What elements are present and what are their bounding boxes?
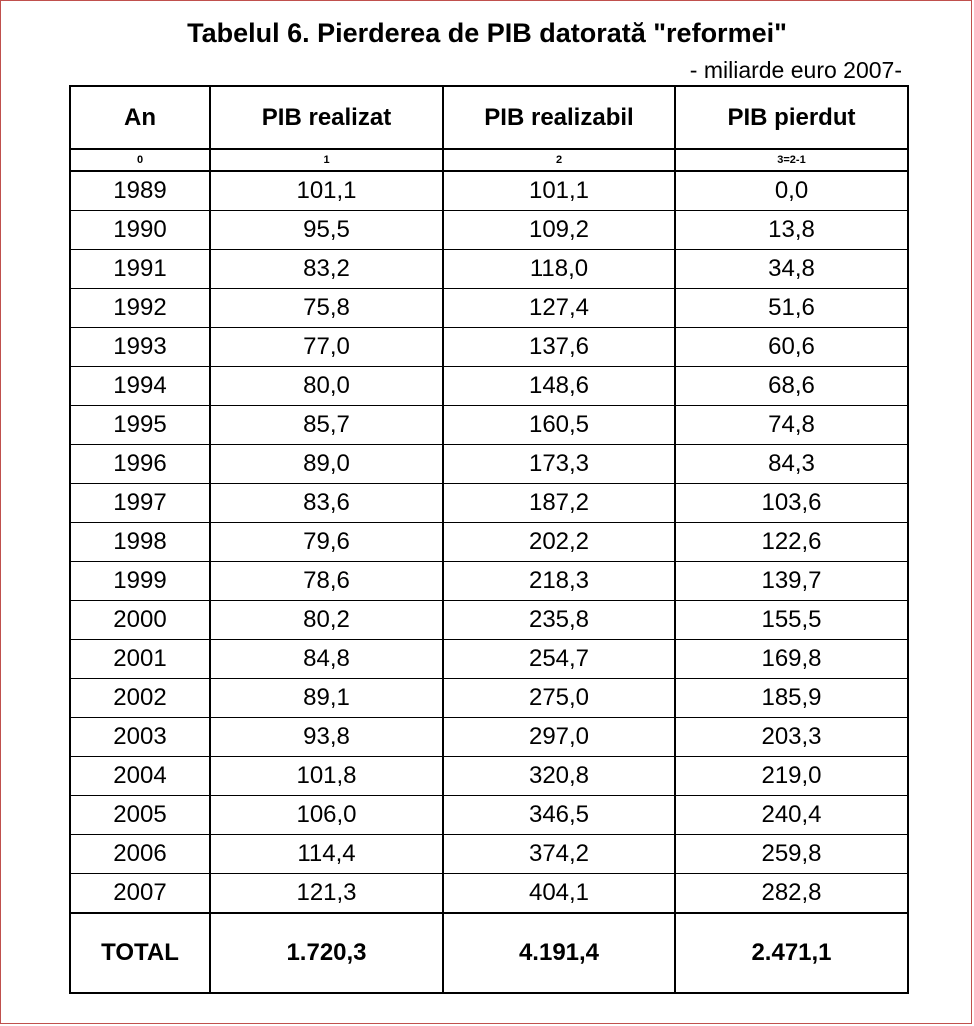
cell-gdp-realized: 78,6 xyxy=(210,562,443,601)
cell-gdp-realized: 84,8 xyxy=(210,640,443,679)
cell-year: 1995 xyxy=(70,406,210,445)
table-row xyxy=(70,289,908,328)
cell-gdp-realized: 83,6 xyxy=(210,484,443,523)
table-row xyxy=(70,328,908,367)
column-index: 3=2-1 xyxy=(675,149,908,171)
cell-gdp-lost: 13,8 xyxy=(675,211,908,250)
cell-gdp-realized: 79,6 xyxy=(210,523,443,562)
table-row xyxy=(70,874,908,914)
cell-gdp-lost: 185,9 xyxy=(675,679,908,718)
column-index-row xyxy=(70,149,908,171)
cell-gdp-lost: 34,8 xyxy=(675,250,908,289)
cell-gdp-lost: 282,8 xyxy=(675,874,908,914)
cell-gdp-lost: 219,0 xyxy=(675,757,908,796)
cell-gdp-achievable: 109,2 xyxy=(443,211,675,250)
cell-gdp-achievable: 218,3 xyxy=(443,562,675,601)
cell-gdp-realized: 80,0 xyxy=(210,367,443,406)
cell-gdp-achievable: 187,2 xyxy=(443,484,675,523)
cell-gdp-achievable: 118,0 xyxy=(443,250,675,289)
cell-year: 2001 xyxy=(70,640,210,679)
cell-year: 2002 xyxy=(70,679,210,718)
cell-gdp-realized: 106,0 xyxy=(210,796,443,835)
table-row xyxy=(70,796,908,835)
cell-year: 1997 xyxy=(70,484,210,523)
table-row xyxy=(70,601,908,640)
cell-year: 1996 xyxy=(70,445,210,484)
cell-gdp-achievable: 275,0 xyxy=(443,679,675,718)
cell-gdp-lost: 68,6 xyxy=(675,367,908,406)
table-row xyxy=(70,523,908,562)
cell-gdp-achievable: 202,2 xyxy=(443,523,675,562)
total-label: TOTAL xyxy=(70,913,210,993)
cell-gdp-realized: 77,0 xyxy=(210,328,443,367)
cell-gdp-realized: 121,3 xyxy=(210,874,443,914)
cell-gdp-achievable: 254,7 xyxy=(443,640,675,679)
table-units: - miliarde euro 2007- xyxy=(689,57,902,83)
table-row xyxy=(70,445,908,484)
cell-gdp-achievable: 404,1 xyxy=(443,874,675,914)
cell-gdp-realized: 93,8 xyxy=(210,718,443,757)
header-year: An xyxy=(70,86,210,149)
table-row xyxy=(70,171,908,211)
cell-gdp-achievable: 160,5 xyxy=(443,406,675,445)
cell-gdp-lost: 84,3 xyxy=(675,445,908,484)
cell-gdp-realized: 89,0 xyxy=(210,445,443,484)
cell-gdp-achievable: 101,1 xyxy=(443,171,675,211)
cell-gdp-lost: 103,6 xyxy=(675,484,908,523)
cell-year: 1998 xyxy=(70,523,210,562)
column-index: 1 xyxy=(210,149,443,171)
cell-gdp-achievable: 346,5 xyxy=(443,796,675,835)
table-row xyxy=(70,367,908,406)
cell-gdp-achievable: 127,4 xyxy=(443,289,675,328)
cell-gdp-lost: 0,0 xyxy=(675,171,908,211)
cell-year: 2007 xyxy=(70,874,210,914)
header-gdp-lost: PIB pierdut xyxy=(675,86,908,149)
cell-gdp-realized: 95,5 xyxy=(210,211,443,250)
column-index: 0 xyxy=(70,149,210,171)
cell-year: 1993 xyxy=(70,328,210,367)
table-title: Tabelul 6. Pierderea de PIB datorată "reformei" xyxy=(187,18,787,48)
gdp-loss-table xyxy=(69,85,909,994)
cell-year: 1999 xyxy=(70,562,210,601)
cell-gdp-lost: 259,8 xyxy=(675,835,908,874)
cell-year: 2003 xyxy=(70,718,210,757)
total-gdp-lost: 2.471,1 xyxy=(675,913,908,993)
cell-gdp-lost: 155,5 xyxy=(675,601,908,640)
table-row xyxy=(70,484,908,523)
cell-year: 1989 xyxy=(70,171,210,211)
table-row xyxy=(70,406,908,445)
cell-gdp-lost: 122,6 xyxy=(675,523,908,562)
cell-gdp-achievable: 173,3 xyxy=(443,445,675,484)
cell-year: 2005 xyxy=(70,796,210,835)
cell-gdp-realized: 75,8 xyxy=(210,289,443,328)
table-row xyxy=(70,757,908,796)
cell-gdp-lost: 51,6 xyxy=(675,289,908,328)
cell-gdp-achievable: 320,8 xyxy=(443,757,675,796)
cell-gdp-lost: 203,3 xyxy=(675,718,908,757)
cell-gdp-realized: 83,2 xyxy=(210,250,443,289)
cell-year: 2004 xyxy=(70,757,210,796)
header-gdp-achievable: PIB realizabil xyxy=(443,86,675,149)
column-index: 2 xyxy=(443,149,675,171)
header-row xyxy=(70,86,908,149)
cell-year: 2006 xyxy=(70,835,210,874)
table-row xyxy=(70,211,908,250)
cell-gdp-lost: 60,6 xyxy=(675,328,908,367)
header-gdp-realized: PIB realizat xyxy=(210,86,443,149)
cell-gdp-achievable: 297,0 xyxy=(443,718,675,757)
cell-gdp-lost: 240,4 xyxy=(675,796,908,835)
total-gdp-realized: 1.720,3 xyxy=(210,913,443,993)
table-row xyxy=(70,718,908,757)
total-row xyxy=(70,913,908,993)
cell-gdp-lost: 169,8 xyxy=(675,640,908,679)
table-row xyxy=(70,835,908,874)
table-row xyxy=(70,679,908,718)
cell-gdp-lost: 139,7 xyxy=(675,562,908,601)
table-row xyxy=(70,640,908,679)
cell-gdp-realized: 101,1 xyxy=(210,171,443,211)
cell-gdp-lost: 74,8 xyxy=(675,406,908,445)
cell-gdp-realized: 89,1 xyxy=(210,679,443,718)
table-row xyxy=(70,250,908,289)
cell-gdp-realized: 80,2 xyxy=(210,601,443,640)
cell-gdp-realized: 101,8 xyxy=(210,757,443,796)
cell-year: 1991 xyxy=(70,250,210,289)
cell-gdp-achievable: 137,6 xyxy=(443,328,675,367)
cell-gdp-achievable: 235,8 xyxy=(443,601,675,640)
cell-year: 1994 xyxy=(70,367,210,406)
cell-gdp-achievable: 148,6 xyxy=(443,367,675,406)
cell-year: 1992 xyxy=(70,289,210,328)
cell-year: 1990 xyxy=(70,211,210,250)
cell-gdp-realized: 114,4 xyxy=(210,835,443,874)
total-gdp-achievable: 4.191,4 xyxy=(443,913,675,993)
table-row xyxy=(70,562,908,601)
cell-gdp-realized: 85,7 xyxy=(210,406,443,445)
cell-gdp-achievable: 374,2 xyxy=(443,835,675,874)
cell-year: 2000 xyxy=(70,601,210,640)
